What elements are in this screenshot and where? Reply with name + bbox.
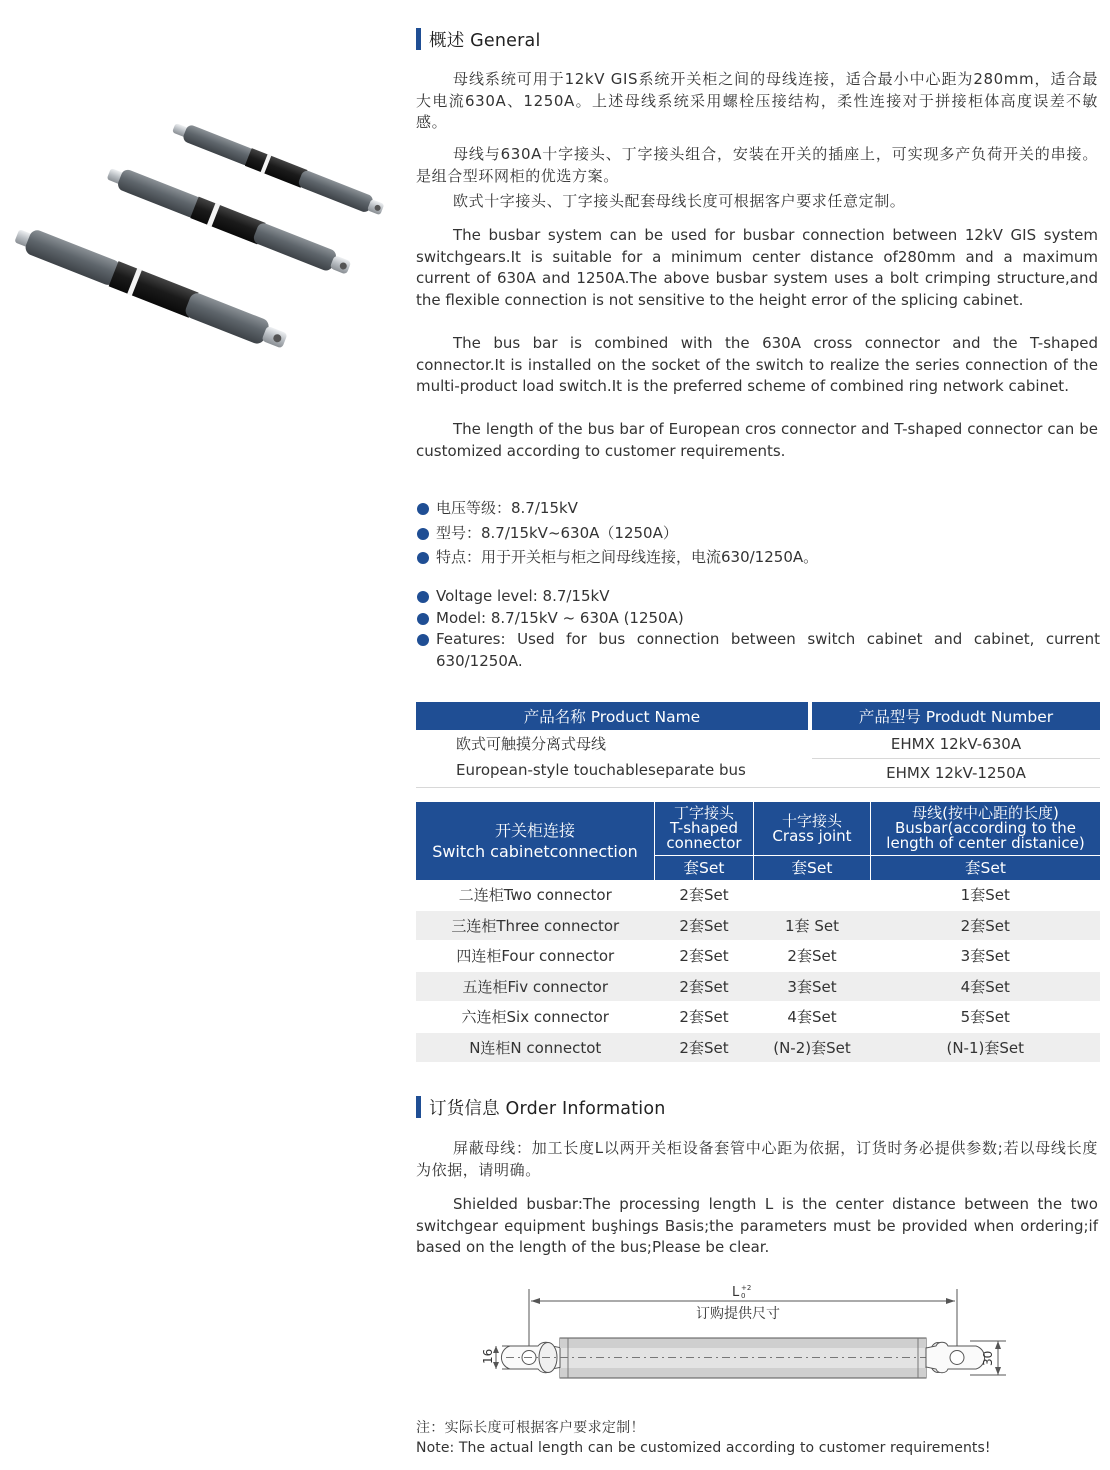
dim-right-value: 30 [981,1350,995,1366]
row-name: 四连柜Four connector [416,941,655,972]
spec-cn-features: 特点：用于开关柜与柜之间母线连接，电流630/1250A。 [416,547,1100,569]
note-en: Note: The actual length can be customized according to customer requirements! [416,1440,991,1456]
switch-connection-header [416,802,655,880]
length-tolerance-lower: 0 [741,1292,746,1300]
table-row [416,1002,1100,1033]
row-cross-joint: 4套Set [754,1002,871,1033]
row-t-connector: 2套Set [655,1002,754,1033]
order-size-label: 订购提供尺寸 [696,1306,780,1322]
product-name-header: 产品名称 Product Name [416,702,808,730]
order-heading-text: 订货信息 Order Information [429,1098,666,1119]
row-busbar: (N-1)套Set [871,1032,1101,1062]
general-en-paragraph-1: The busbar system can be used for busbar connection between 12kV GIS system switchgears.It is suitable for a minimum center distance of280mm and a maximum current of 630A and 1250A.The above busbar system uses a bolt crimping structure,and the flexible connection is not sensitive to the height error of the splicing cabinet. [416,226,1098,310]
product-name-cell [416,730,808,788]
spec-en-model: Model: 8.7/15kV ~ 630A (1250A) [416,608,1100,630]
busbar-header-en-1: Busbar(according to the [894,819,1077,837]
general-heading [416,27,541,51]
table-row [416,941,1100,972]
spec-en-features: Features: Used for bus connection between switch cabinet and cabinet, current 630/1250A. [416,629,1100,672]
length-tolerance-upper: +2 [741,1284,752,1292]
specs-en-list [416,586,1100,672]
row-t-connector: 2套Set [655,1032,754,1062]
table-row [416,1032,1100,1062]
order-heading [416,1095,666,1119]
busbar-header [871,802,1101,856]
row-cross-joint [754,880,871,910]
row-t-connector: 2套Set [655,971,754,1002]
row-t-connector: 2套Set [655,910,754,941]
row-busbar: 2套Set [871,910,1101,941]
busbar-header-en-2: length of center distanice) [886,834,1085,852]
product-number-header: 产品型号 Produdt Number [812,702,1100,730]
product-name-cn: 欧式可触摸分离式母线 [456,735,607,753]
row-busbar: 3套Set [871,941,1101,972]
switch-connection-header-cn: 开关柜连接 [494,821,575,840]
general-cn-paragraph-3: 欧式十字接头、丁字接头配套母线长度可根据客户要求任意定制。 [453,192,906,210]
busbar-header-cn: 母线(按中心距的长度) [912,804,1059,822]
general-en-paragraph-2: The bus bar is combined with the 630A cross connector and the T-shaped connector.It is installed on the socket of the switch to realize the series connection of the multi-product load switch.It is the preferred scheme of combined ring network cabinet. [416,334,1098,396]
switch-connection-header-en: Switch cabinetconnection [432,842,638,861]
cross-joint-unit: 套Set [754,856,871,881]
spec-cn-model: 型号：8.7/15kV~630A（1250A） [416,523,1100,545]
table-row [416,880,1100,910]
row-name: 五连柜Fiv connector [416,971,655,1002]
heading-accent-bar [416,1096,421,1118]
note-cn: 注：实际长度可根据客户要求定制！ [416,1420,645,1436]
row-cross-joint: 1套 Set [754,910,871,941]
row-name: 二连柜Two connector [458,886,612,905]
cross-joint-header-en: Crass joint [772,826,852,845]
row-busbar: 5套Set [871,1002,1101,1033]
connection-table [416,802,1100,1062]
row-cross-joint: 2套Set [754,941,871,972]
product-name-en: European-style touchableseparate bus [456,761,746,779]
row-cross-joint: 3套Set [754,971,871,1002]
product-image [10,120,395,390]
dim-left-value: 16 [481,1348,495,1364]
length-symbol: L [732,1285,740,1300]
row-t-connector: 2套Set [679,886,729,905]
t-connector-header [655,802,754,856]
row-t-connector: 2套Set [655,941,754,972]
row-name: 六连柜Six connector [416,1002,655,1033]
product-number-1250: EHMX 12kV-1250A [812,759,1100,788]
specs-cn-list [416,498,1100,569]
general-heading-text: 概述 General [429,30,541,51]
cross-joint-header-cn: 十字接头 [781,811,842,830]
busbar-unit: 套Set [871,856,1101,881]
order-en-paragraph: Shielded busbar:The processing length L is the center distance between the two switchgear equipment buşhings Basis;the parameters must be provided when ordering;if based on the length of the bus;Please be clear. [416,1195,1098,1257]
table-row [416,971,1100,1002]
general-en-paragraph-3: The length of the bus bar of European cros connector and T-shaped connector can be customized according to customer requirements. [416,420,1098,460]
order-cn-paragraph: 屏蔽母线：加工长度L以两开关柜设备套管中心距为依据，订货时务必提供参数;若以母线长度为依据，请明确。 [416,1139,1098,1179]
busbar-rod-large [12,223,290,355]
row-busbar: 1套Set [960,886,1010,905]
t-connector-header-cn: 丁字接头 [673,804,734,822]
product-number-630: EHMX 12kV-630A [812,730,1100,759]
heading-accent-bar [416,28,421,50]
t-connector-header-en-2: connector [666,834,742,852]
row-cross-joint: (N-2)套Set [754,1032,871,1062]
t-connector-header-en-1: T-shaped [670,819,738,837]
row-name: N连柜N connectot [416,1032,655,1062]
row-name: 三连柜Three connector [416,910,655,941]
table-row [416,910,1100,941]
general-cn-paragraph-1: 母线系统可用于12kV GIS系统开关柜之间的母线连接，适合最小中心距为280mm，适合最大电流630A、1250A。上述母线系统采用螺栓压接结构，柔性连接对于拼接柜体高度误差不敏感。 [416,70,1098,132]
general-cn-paragraph-2: 母线与630A十字接头、丁字接头组合，安装在开关的插座上，可实现多产负荷开关的串接。是组合型环网柜的优选方案。 [416,145,1098,185]
row-busbar: 4套Set [871,971,1101,1002]
cross-joint-header [754,802,871,856]
busbar-dimension-drawing [476,1283,1036,1403]
product-table [416,702,1100,788]
t-connector-unit: 套Set [655,856,754,881]
spec-cn-voltage: 电压等级：8.7/15kV [416,498,1100,520]
spec-en-voltage: Voltage level: 8.7/15kV [416,586,1100,608]
